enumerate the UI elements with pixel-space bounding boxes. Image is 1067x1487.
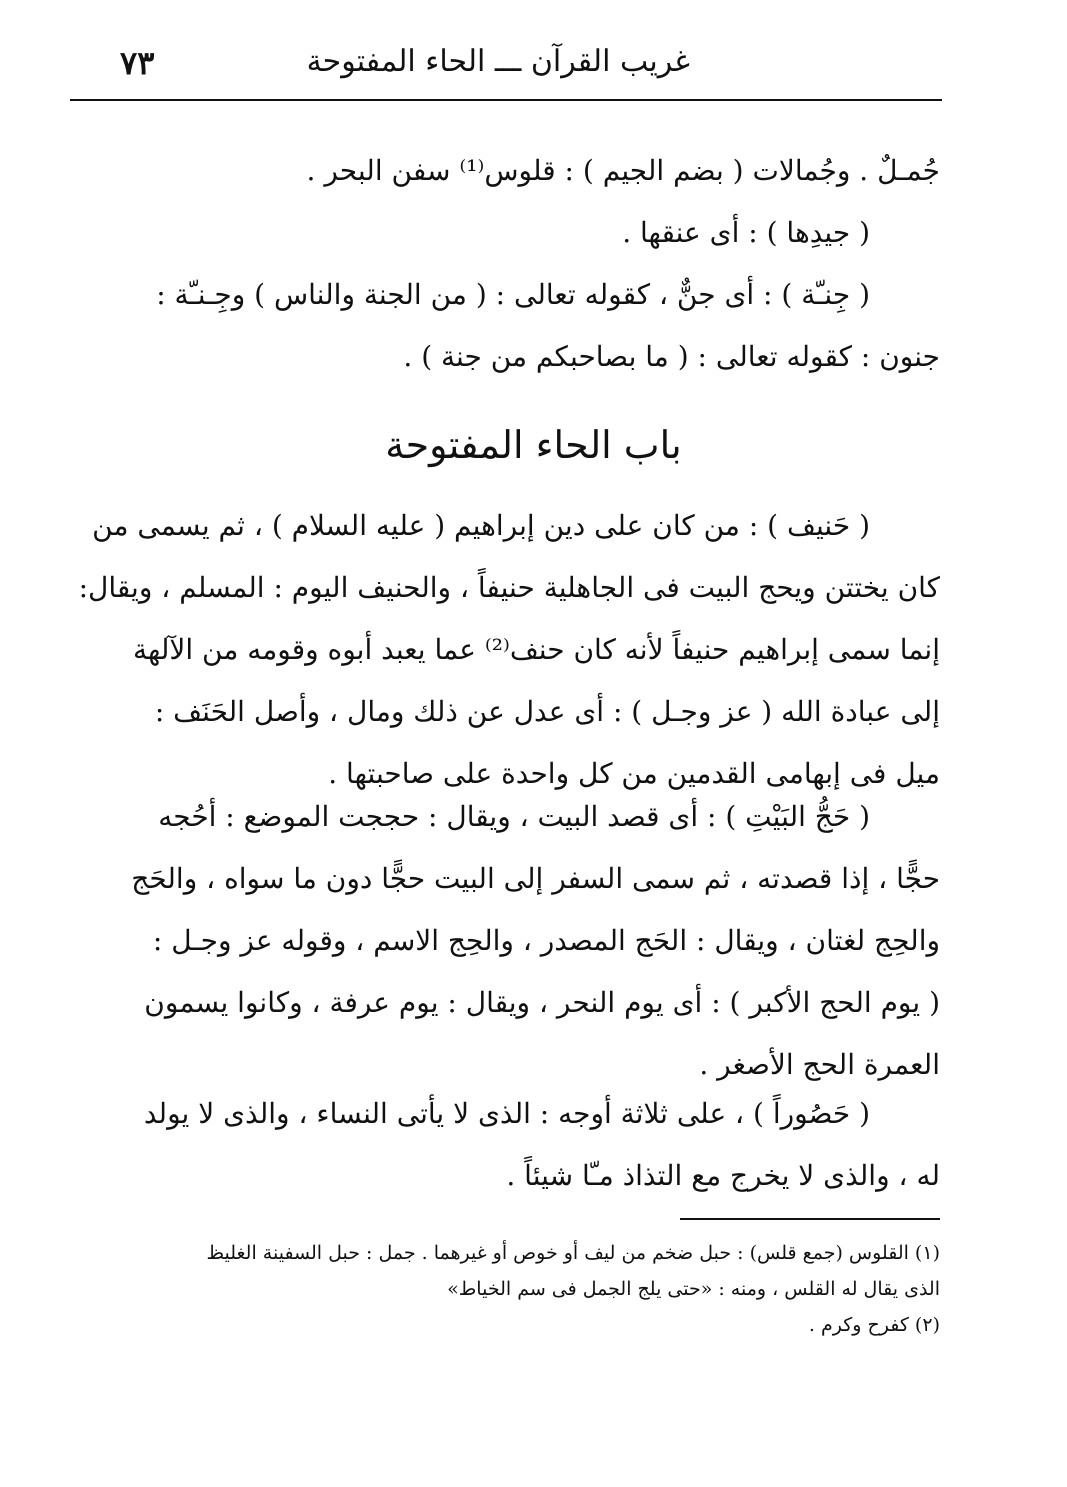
text-line: ( حَصُوراً ) ، على ثلاثة أوجه : الذى لا يأتى النساء ، والذى لا يولد — [143, 1097, 870, 1130]
text-line: ( حَجُّ البَيْتِ ) : أى قصد البيت ، ويقال : حججت الموضع : أحُجه — [158, 800, 870, 833]
text-line: له ، والذى لا يخرج مع التذاذ مـّا شيئاً . — [506, 1159, 940, 1192]
page-number: ٧٣ — [120, 44, 155, 82]
text-line: ( يوم الحج الأكبر ) : أى يوم النحر ، ويقال : يوم عرفة ، وكانوا يسمون — [144, 986, 940, 1019]
text-line: ( حَنيف ) : من كان على دين إبراهيم ( عليه السلام ) ، ثم يسمى من — [92, 509, 870, 542]
entry-hanif — [78, 495, 940, 805]
entries-block-jim — [78, 140, 940, 388]
text-line: ( جِنـّة ) : أى جنٌّ ، كقوله تعالى : ( من الجنة والناس ) وجِـنـّة : — [156, 278, 870, 311]
text-line: والحِج لغتان ، ويقال : الحَج المصدر ، والحِج الاسم ، وقوله عز وجـل : — [152, 924, 940, 957]
footnote-rule — [680, 1218, 940, 1220]
text-line: ميل فى إبهامى القدمين من كل واحدة على صاحبتها . — [328, 757, 940, 790]
text-line: ( جيدِها ) : أى عنقها . — [622, 216, 870, 249]
footnotes — [78, 1235, 940, 1343]
footnote-line: (١) القلوس (جمع قلس) : حبل ضخم من ليف أو خوص أو غيرهما . جمل : حبل السفينة الغليظ — [206, 1242, 940, 1264]
entry-hajj — [78, 786, 940, 1096]
text-line: حجًّا ، إذا قصدته ، ثم سمى السفر إلى البيت حجًّا دون ما سواه ، والحَج — [131, 862, 940, 895]
text-line: العمرة الحج الأصغر . — [699, 1048, 940, 1081]
entry-hasur — [78, 1083, 940, 1207]
page-header — [70, 40, 940, 92]
text-line: جنون : كقوله تعالى : ( ما بصاحبكم من جنة ) . — [403, 340, 940, 373]
text-line: جُمـلٌ . وجُمالات ( بضم الجيم ) : قلوس⁽¹⁾ سفن البحر . — [306, 154, 940, 187]
header-rule — [70, 99, 942, 101]
footnote-line: الذى يقال له القلس ، ومنه : «حتى يلج الجمل فى سم الخياط» — [447, 1278, 940, 1300]
text-line: إلى عبادة الله ( عز وجـل ) : أى عدل عن ذلك ومال ، وأصل الحَنَف : — [154, 695, 940, 728]
text-line: إنما سمى إبراهيم حنيفاً لأنه كان حنف⁽²⁾ عما يعبد أبوه وقومه من الآلهة — [132, 633, 940, 666]
text-line: كان يختتن ويحج البيت فى الجاهلية حنيفاً ، والحنيف اليوم : المسلم ، ويقال: — [78, 571, 940, 604]
running-head: غريب القرآن ـــ الحاء المفتوحة — [306, 44, 690, 79]
footnote-line: (٢) كفرح وكرم . — [808, 1314, 940, 1336]
section-heading: باب الحاء المفتوحة — [385, 423, 682, 467]
